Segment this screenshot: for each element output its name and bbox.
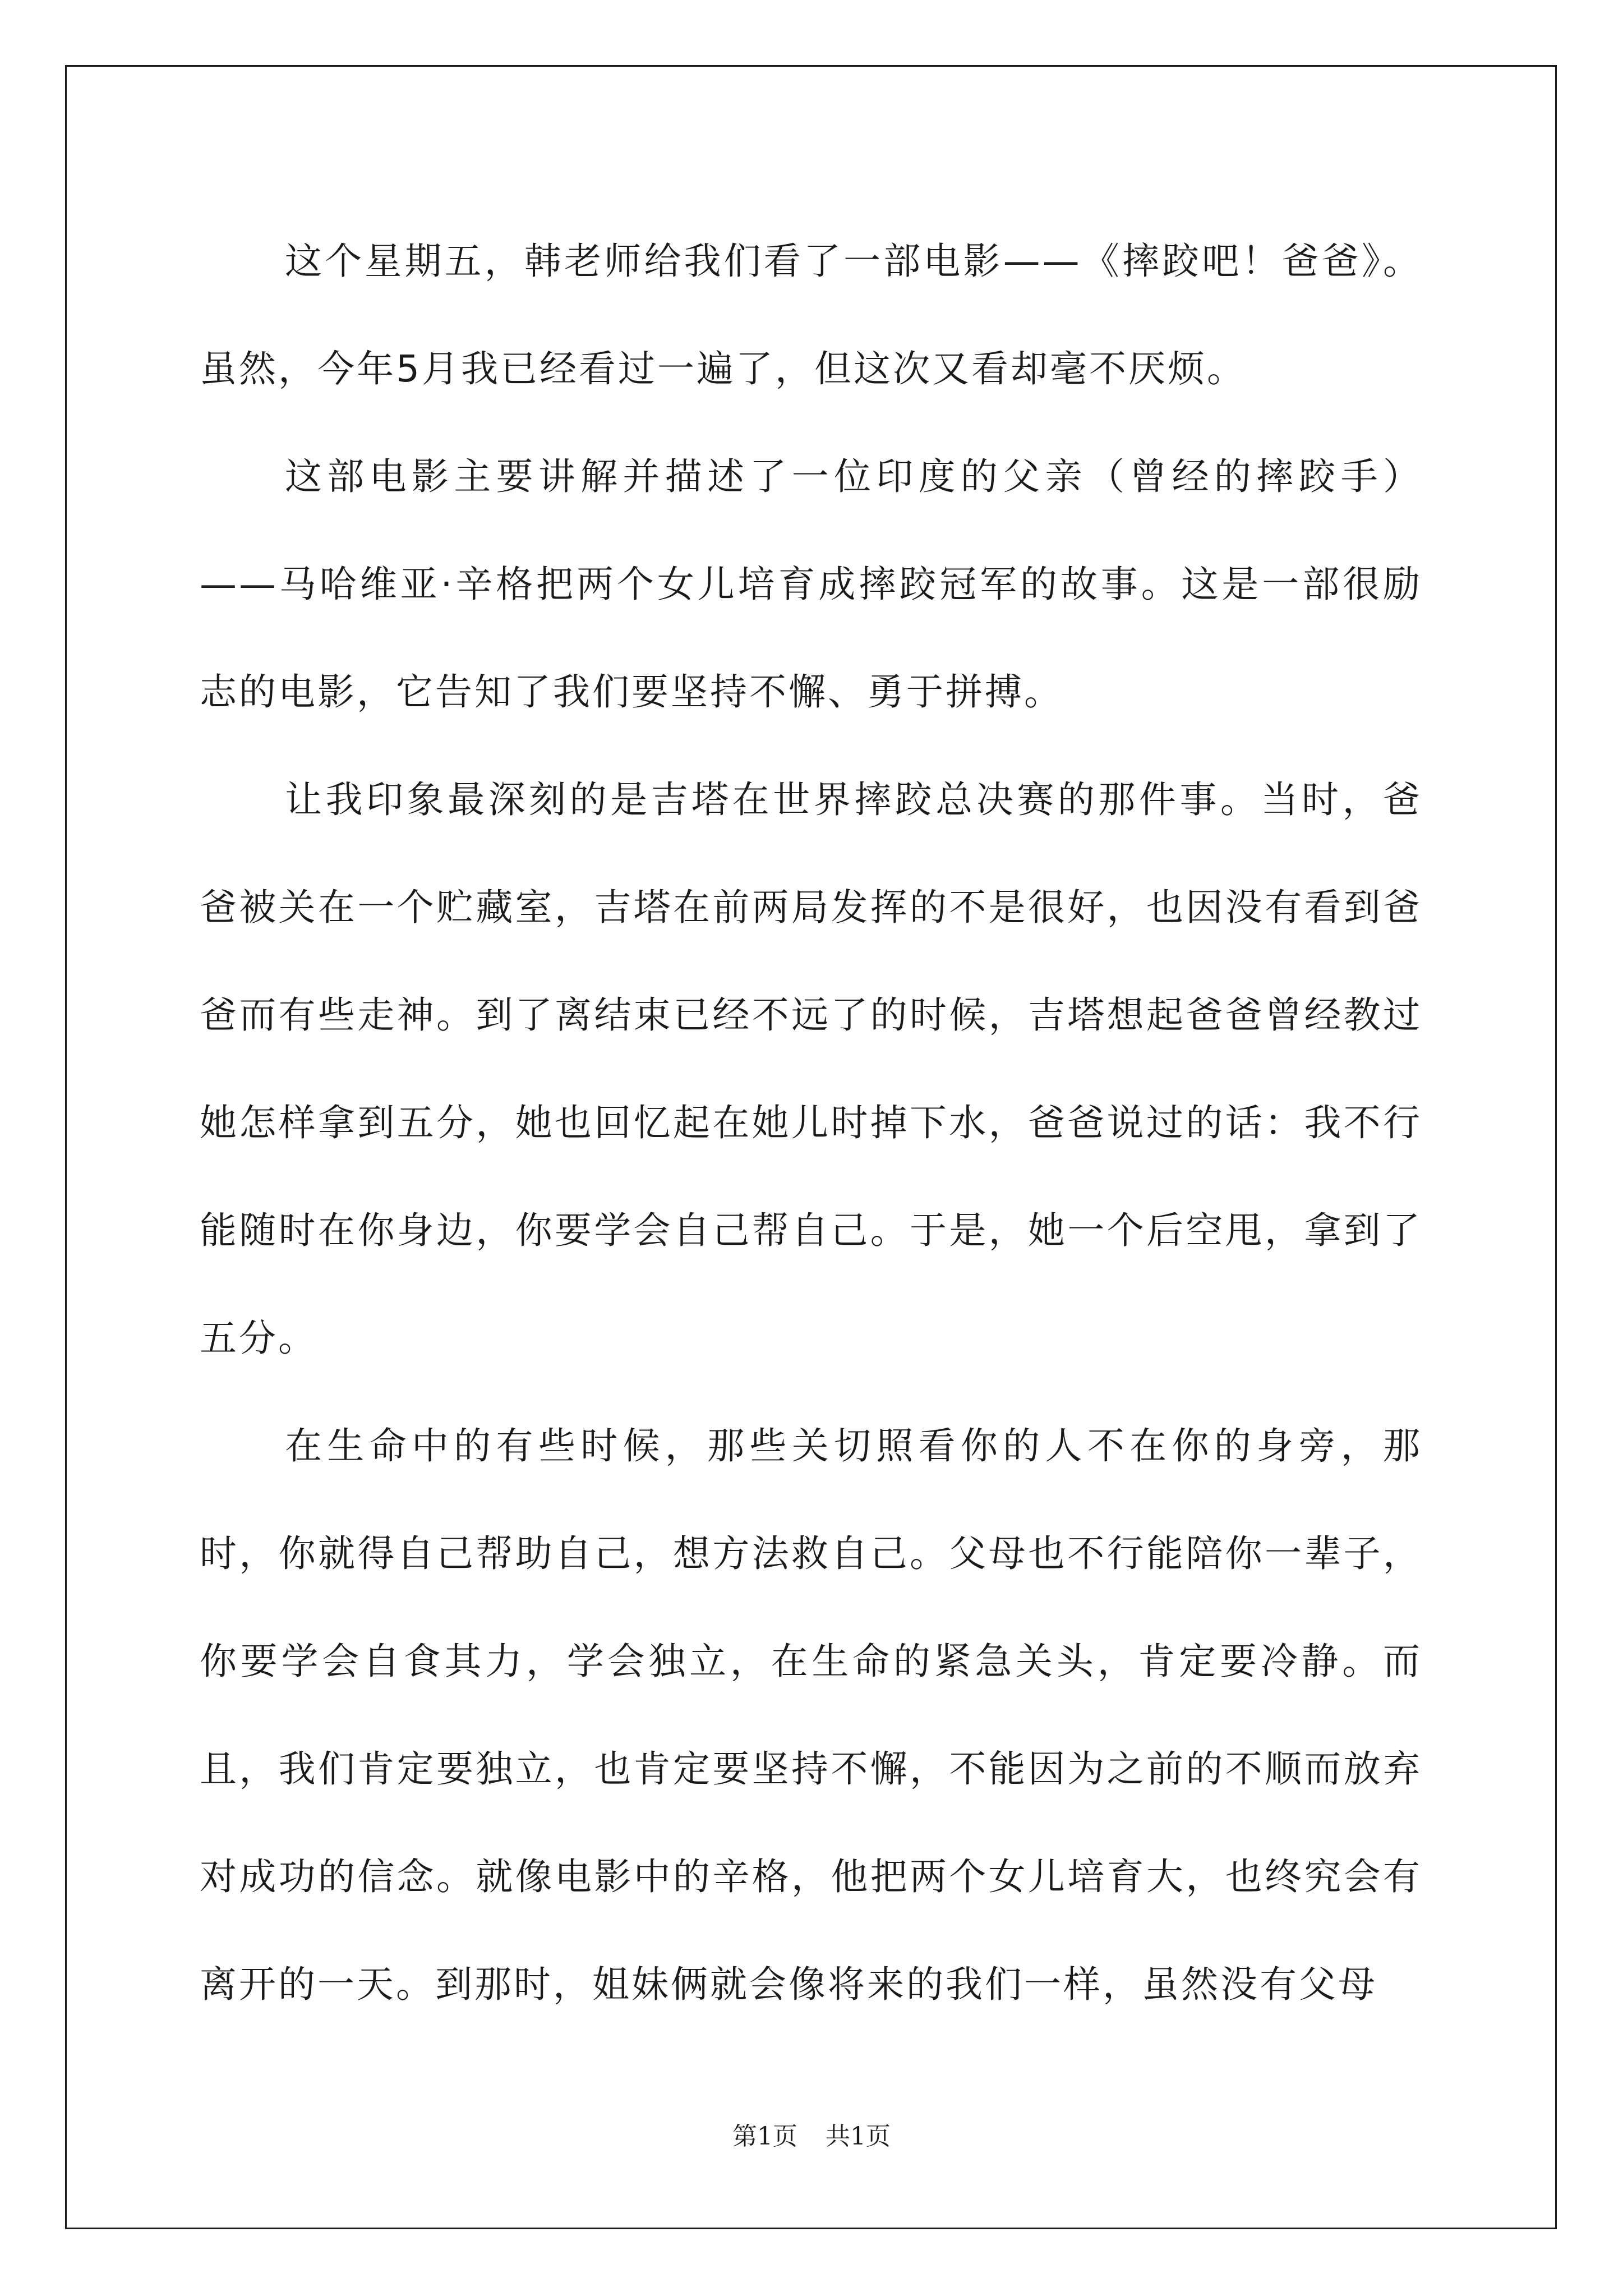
- page-footer: [0, 2116, 1623, 2152]
- paragraph-4: 在生命中的有些时候，那些关切照看你的人不在你的身旁，那时，你就得自己帮助自己，想方法救自己。父母也不行能陪你一辈子，你要学会自食其力，学会独立，在生命的紧急关头，肯定要冷静。而且，我们肯定要独立，也肯定要坚持不懈，不能因为之前的不顺而放弃对成功的信念。就像电影中的辛格，他把两个女儿培育大，也终究会有离开的一天。到那时，姐妹俩就会像将来的我们一样，虽然没有父母: [200, 1424, 1422, 2006]
- paragraph-3: 让我印象最深刻的是吉塔在世界摔跤总决赛的那件事。当时，爸爸被关在一个贮藏室，吉塔在前两局发挥的不是很好，也因没有看到爸爸而有些走神。到了离结束已经不远了的时候，吉塔想起爸爸曾经教过她怎样拿到五分，她也回忆起在她儿时掉下水，爸爸说过的话：我不行能随时在你身边，你要学会自己帮自己。于是，她一个后空甩，拿到了五分。: [200, 778, 1422, 1360]
- paragraph-1: 这个星期五，韩老师给我们看了一部电影——《摔跤吧！爸爸》。虽然，今年5月我已经看过一遍了，但这次又看却毫不厌烦。: [200, 240, 1422, 390]
- document-body: [200, 208, 1422, 2039]
- paragraph-2: 这部电影主要讲解并描述了一位印度的父亲（曾经的摔跤手）——马哈维亚·辛格把两个女儿培育成摔跤冠军的故事。这是一部很励志的电影，它告知了我们要坚持不懈、勇于拼搏。: [200, 455, 1422, 714]
- page-number: 第1页: [732, 2122, 797, 2151]
- page-total: 共1页: [826, 2122, 891, 2151]
